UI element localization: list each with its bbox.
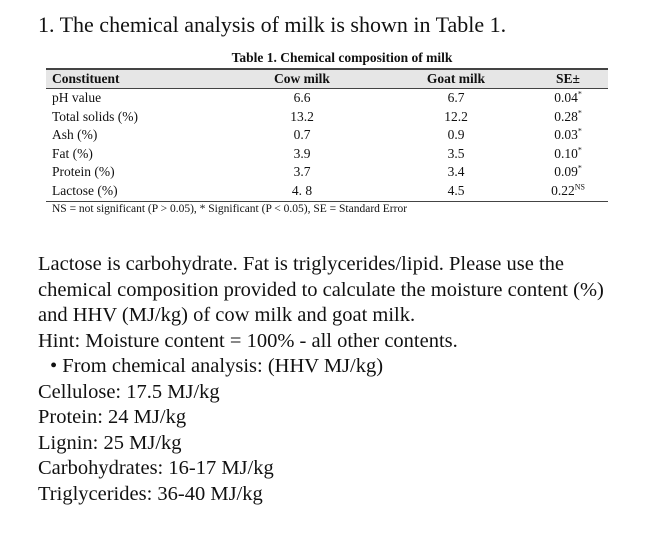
se-cell (528, 89, 608, 108)
constituent-cell: Fat (%) (52, 145, 93, 161)
se-cell (528, 163, 608, 182)
header-constituent: Constituent (46, 69, 208, 89)
significance-mark: * (577, 89, 582, 99)
hint-text: Hint: Moisture content = 100% - all other contents. (38, 329, 458, 352)
cow-milk-cell: 13.2 (290, 108, 314, 124)
goat-milk-cell: 0.9 (447, 127, 465, 143)
goat-milk-cell: 12.2 (444, 108, 468, 124)
constituent-cell: Total solids (%) (52, 108, 139, 124)
header-goat-milk: Goat milk (374, 69, 528, 89)
composition-table (46, 68, 608, 202)
table-row (46, 108, 608, 127)
instruction-paragraph: Lactose is carbohydrate. Fat is triglycerides/lipid. Please use the chemical composition provided to calculate the moisture content (%) and HHV (MJ/kg) of cow milk and goat milk. (38, 253, 604, 326)
question-heading: 1. The chemical analysis of milk is shown in Table 1. (38, 12, 507, 37)
table-footnote: NS = not significant (P > 0.05), * Significant (P < 0.05), SE = Standard Error (52, 202, 408, 215)
se-value: 0.22 (551, 182, 575, 198)
se-value: 0.09 (554, 164, 578, 180)
hhv-list-item: Carbohydrates: 16-17 MJ/kg (38, 457, 274, 479)
goat-milk-cell: 3.4 (447, 164, 465, 180)
significance-mark: * (577, 145, 582, 155)
header-se: SE± (528, 69, 608, 89)
table-row (46, 182, 608, 201)
se-value: 0.03 (554, 127, 578, 143)
significance-mark: * (577, 163, 582, 173)
composition-table-block (46, 50, 608, 216)
constituent-cell: pH value (52, 90, 102, 105)
significance-mark: NS (574, 182, 585, 192)
hhv-bullet: • From chemical analysis: (HHV MJ/kg) (50, 355, 384, 377)
constituent-cell: Lactose (%) (46, 182, 208, 201)
se-cell (528, 145, 608, 164)
hhv-list-item: Triglycerides: 36-40 MJ/kg (38, 482, 263, 505)
question-body (38, 252, 638, 507)
header-cow-milk: Cow milk (208, 69, 374, 89)
constituent-cell: Protein (%) (52, 164, 115, 180)
table-row (46, 145, 608, 164)
goat-milk-cell: 4.5 (374, 182, 528, 201)
se-cell (528, 126, 608, 145)
se-value: 0.04 (554, 90, 578, 105)
table-caption: Table 1. Chemical composition of milk (231, 50, 453, 65)
cow-milk-cell: 0.7 (293, 127, 311, 143)
goat-milk-cell: 3.5 (447, 145, 465, 161)
goat-milk-cell: 6.7 (447, 90, 465, 105)
significance-mark: * (577, 126, 582, 136)
cow-milk-cell: 4. 8 (208, 182, 374, 201)
cow-milk-cell: 3.7 (293, 164, 311, 180)
table-header-row (46, 69, 608, 89)
se-value: 0.10 (554, 145, 578, 161)
hhv-list-item: Lignin: 25 MJ/kg (38, 431, 182, 454)
hhv-list-item: Cellulose: 17.5 MJ/kg (38, 380, 220, 403)
constituent-cell: Ash (%) (52, 127, 98, 143)
significance-mark: * (577, 108, 582, 118)
hhv-list-item: Protein: 24 MJ/kg (38, 406, 187, 428)
cow-milk-cell: 3.9 (293, 145, 311, 161)
table-row (46, 89, 608, 108)
se-value: 0.28 (554, 108, 578, 124)
table-row (46, 126, 608, 145)
cow-milk-cell: 6.6 (293, 90, 311, 105)
se-cell (528, 182, 608, 201)
table-row (46, 163, 608, 182)
se-cell (528, 108, 608, 127)
